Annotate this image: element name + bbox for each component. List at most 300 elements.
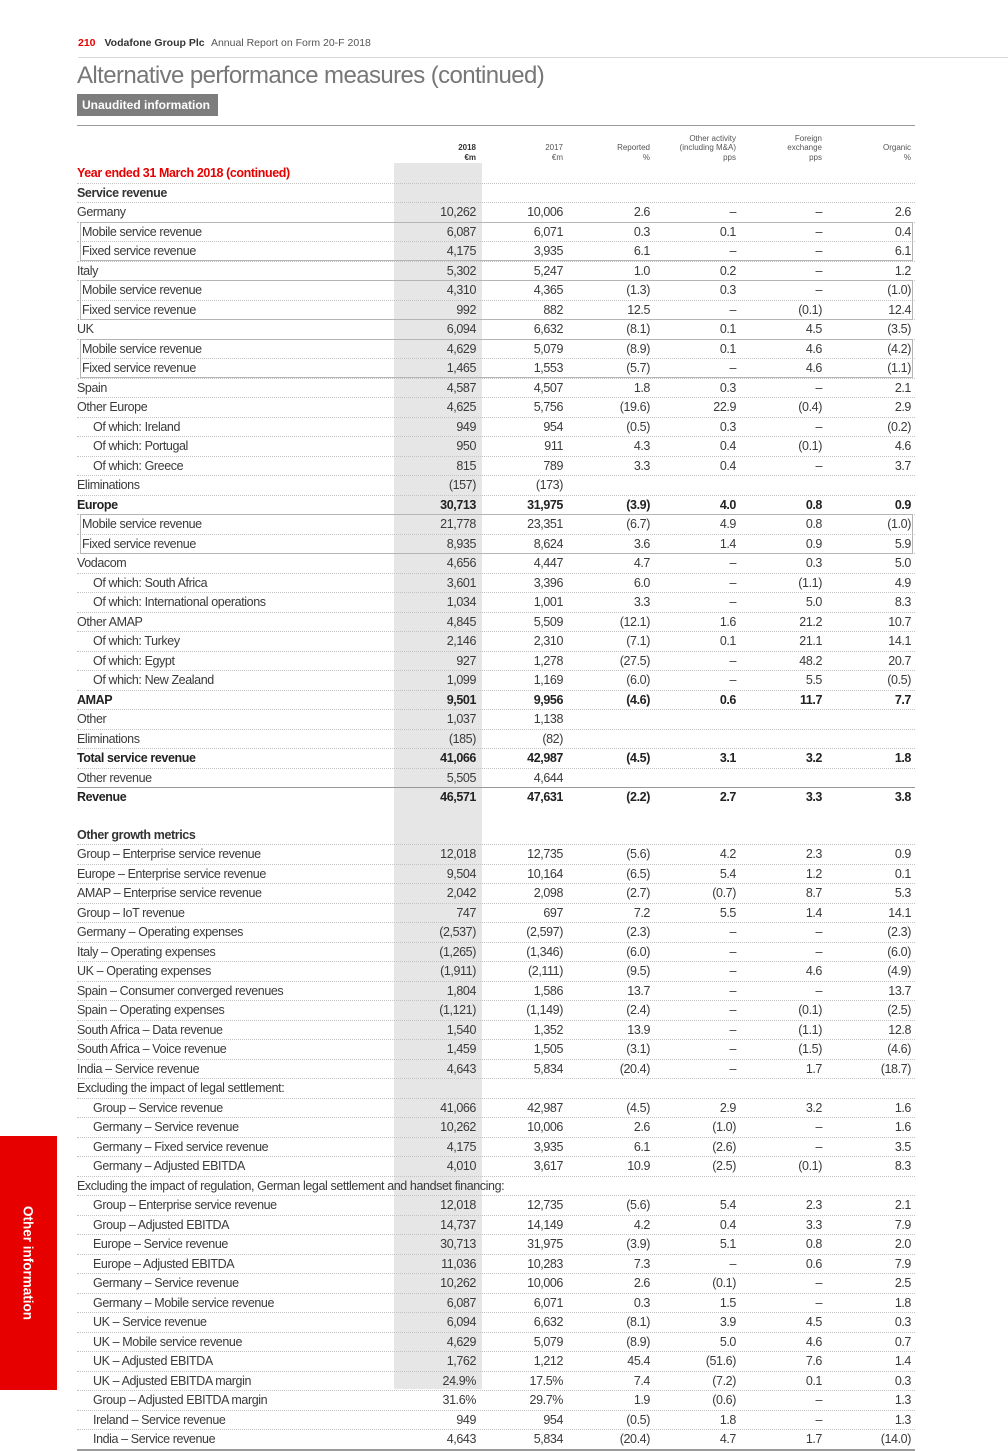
cell-value: 5,079	[533, 341, 563, 356]
column-header	[821, 143, 911, 162]
table-row	[77, 1254, 915, 1274]
cell-value: 6,071	[533, 1295, 563, 1310]
cell-value: 7.4	[633, 1373, 650, 1388]
cell-value: –	[729, 944, 736, 959]
row-label: Spain	[77, 380, 107, 395]
cell-value: –	[815, 263, 822, 278]
cell-value: –	[815, 1120, 822, 1134]
row-label: Excluding the impact of legal settlement:	[77, 1081, 285, 1095]
cell-value: (4.9)	[887, 964, 911, 978]
table-row	[77, 1039, 915, 1059]
cell-value: 3.8	[894, 790, 911, 804]
cell-value: 1,762	[446, 1354, 476, 1368]
cell-value: (8.1)	[626, 322, 650, 336]
cell-value: 1.9	[633, 1393, 650, 1407]
cell-value: 31,975	[527, 1237, 563, 1251]
row-label: Of which: Ireland	[93, 419, 180, 434]
cell-value: 4.5	[805, 322, 822, 336]
cell-value: (1,265)	[439, 944, 476, 959]
row-label: India – Service revenue	[93, 1432, 216, 1446]
column-header	[732, 134, 822, 163]
cell-value: 7.7	[894, 692, 911, 707]
cell-value: 2.7	[719, 790, 736, 804]
row-label: Germany – Service revenue	[93, 1120, 239, 1134]
column-header-line3: %	[642, 152, 650, 162]
cell-value: (3.1)	[626, 1042, 650, 1056]
cell-value: 950	[456, 439, 476, 453]
table-row	[77, 183, 915, 203]
cell-value: 31.6%	[442, 1393, 476, 1407]
cell-value: –	[729, 361, 736, 375]
row-label: Europe – Service revenue	[93, 1237, 228, 1251]
cell-value: (185)	[448, 731, 476, 746]
cell-value: 815	[456, 458, 476, 473]
cell-value: 4,845	[446, 614, 476, 629]
cell-value: 0.3	[805, 556, 822, 570]
table-row	[77, 1059, 915, 1079]
cell-value: –	[729, 1061, 736, 1076]
cell-value: 4.6	[805, 341, 822, 356]
cell-value: 7.2	[633, 905, 650, 920]
cell-value: 1,138	[533, 712, 563, 726]
cell-value: 30,713	[440, 497, 476, 512]
cell-value: 5,079	[533, 1334, 563, 1349]
row-label: Other growth metrics	[77, 827, 196, 842]
cell-value: –	[815, 205, 822, 219]
cell-value: (8.9)	[626, 1334, 650, 1349]
cell-value: 2,098	[533, 886, 563, 900]
table-row	[77, 709, 915, 729]
cell-value: (4.5)	[626, 1100, 650, 1115]
cell-value: (6.0)	[626, 673, 650, 687]
table-row	[77, 241, 915, 261]
table-row	[77, 1156, 915, 1176]
cell-value: (0.2)	[887, 419, 911, 434]
cell-value: (5.7)	[626, 361, 650, 375]
cell-value: 1.3	[894, 1412, 911, 1427]
cell-value: 4.7	[719, 1432, 736, 1446]
cell-value: 1.4	[894, 1354, 911, 1368]
row-label: UK – Adjusted EBITDA	[93, 1354, 213, 1368]
cell-value: 4.2	[633, 1217, 650, 1232]
cell-value: 2.1	[894, 380, 911, 395]
cell-value: 1,586	[533, 983, 563, 998]
table-row	[77, 1312, 915, 1332]
cell-value: 4,175	[446, 244, 476, 258]
cell-value: 911	[544, 439, 563, 453]
cell-value: 6,087	[446, 1295, 476, 1310]
cell-value: –	[815, 244, 822, 258]
row-label: Fixed service revenue	[82, 361, 196, 375]
cell-value: 5,509	[533, 614, 563, 629]
cell-value: (2.5)	[712, 1159, 736, 1173]
cell-value: (2.3)	[887, 925, 911, 939]
cell-value: 1,034	[446, 595, 476, 609]
cell-value: 10,262	[440, 1276, 476, 1290]
row-label: Spain – Operating expenses	[77, 1003, 225, 1017]
table-row	[77, 729, 915, 749]
table-row	[77, 534, 915, 554]
page-header	[78, 37, 371, 49]
cell-value: 5.4	[719, 1198, 736, 1212]
column-header-line2: (including M&A)	[679, 143, 736, 152]
cell-value: 1.2	[805, 866, 822, 881]
cell-value: 2.1	[894, 1198, 911, 1212]
cell-value: 24.9%	[442, 1373, 476, 1388]
row-label: Of which: International operations	[93, 595, 266, 609]
cell-value: 8.3	[894, 595, 911, 609]
cell-value: (20.4)	[619, 1432, 650, 1446]
cell-value: –	[729, 1003, 736, 1017]
column-header	[646, 134, 736, 163]
cell-value: (2.2)	[626, 790, 650, 804]
row-label: Group – Service revenue	[93, 1100, 223, 1115]
cell-value: 1,278	[533, 653, 563, 668]
row-label: Italy	[77, 263, 98, 278]
cell-value: (1,346)	[526, 944, 563, 959]
column-header	[560, 143, 650, 162]
cell-value: 3,617	[533, 1159, 563, 1173]
table-row	[77, 1332, 915, 1352]
cell-value: (1.0)	[887, 517, 911, 531]
cell-value: 5.0	[719, 1334, 736, 1349]
cell-value: –	[815, 944, 822, 959]
cell-value: 4,310	[446, 283, 476, 297]
cell-value: 8,935	[446, 536, 476, 551]
cell-value: 0.2	[719, 263, 736, 278]
cell-value: 14,149	[527, 1217, 563, 1232]
table-row	[77, 1000, 915, 1020]
row-label: Germany – Fixed service revenue	[93, 1139, 269, 1154]
cell-value: 2,310	[533, 634, 563, 648]
cell-value: 1,459	[446, 1042, 476, 1056]
cell-value: 4.3	[633, 439, 650, 453]
cell-value: –	[815, 1139, 822, 1154]
cell-value: 697	[543, 905, 563, 920]
cell-value: 0.4	[719, 439, 736, 453]
table-row	[77, 436, 915, 456]
row-label: Of which: Egypt	[93, 653, 175, 668]
header-rule	[78, 57, 1008, 58]
row-label: UK – Operating expenses	[77, 964, 211, 978]
cell-value: 949	[456, 419, 476, 434]
cell-value: (2,597)	[526, 925, 563, 939]
row-label: Of which: Portugal	[93, 439, 188, 453]
column-headers	[77, 126, 915, 164]
table-row	[77, 651, 915, 671]
cell-value: 6,094	[446, 1315, 476, 1329]
cell-value: 6.1	[633, 244, 650, 258]
report-name: Annual Report on Form 20-F 2018	[210, 37, 371, 49]
cell-value: 4,010	[446, 1159, 476, 1173]
table-row	[77, 1020, 915, 1040]
cell-value: 2.9	[719, 1100, 736, 1115]
cell-value: –	[729, 244, 736, 258]
cell-value: 5.4	[719, 866, 736, 881]
column-header-line2: exchange	[787, 143, 822, 152]
row-label: Germany – Mobile service revenue	[93, 1295, 275, 1310]
table-row	[77, 1215, 915, 1235]
cell-value: 21,778	[440, 517, 476, 531]
row-label: Ireland – Service revenue	[93, 1412, 226, 1427]
row-label: Of which: Greece	[93, 458, 184, 473]
cell-value: 10,006	[527, 1276, 563, 1290]
cell-value: 45.4	[627, 1354, 650, 1368]
row-label: Of which: South Africa	[93, 575, 208, 590]
table-row	[77, 1390, 915, 1410]
cell-value: (12.1)	[619, 614, 650, 629]
row-label: Other Europe	[77, 400, 148, 414]
table-row	[77, 844, 915, 864]
cell-value: 1,037	[446, 712, 476, 726]
cell-value: 10,164	[527, 866, 563, 881]
table-row	[77, 942, 915, 962]
cell-value: (6.5)	[626, 866, 650, 881]
row-label: Mobile service revenue	[82, 517, 202, 531]
cell-value: 0.8	[805, 517, 822, 531]
cell-value: –	[729, 1042, 736, 1056]
cell-value: 1.6	[894, 1100, 911, 1115]
cell-value: 3.3	[633, 458, 650, 473]
cell-value: –	[815, 283, 822, 297]
row-label: Group – Adjusted EBITDA	[93, 1217, 230, 1232]
cell-value: 1,540	[446, 1022, 476, 1037]
cell-value: 22.9	[713, 400, 736, 414]
cell-value: –	[815, 458, 822, 473]
cell-value: 1,804	[446, 983, 476, 998]
cell-value: 0.3	[719, 380, 736, 395]
cell-value: 14.1	[888, 905, 911, 920]
cell-value: (8.9)	[626, 341, 650, 356]
cell-value: 5.0	[894, 556, 911, 570]
cell-value: (82)	[542, 731, 563, 746]
cell-value: 5.5	[719, 905, 736, 920]
cell-value: 41,066	[440, 751, 476, 765]
page-number: 210	[78, 37, 96, 49]
cell-value: 9,504	[446, 866, 476, 881]
cell-value: (5.6)	[626, 847, 650, 861]
cell-value: 7.9	[894, 1256, 911, 1271]
cell-value: 3.5	[894, 1139, 911, 1154]
table-row	[77, 1176, 915, 1196]
cell-value: (1,911)	[440, 964, 476, 978]
cell-value: –	[815, 380, 822, 395]
cell-value: 1,212	[533, 1354, 563, 1368]
cell-value: 1.5	[719, 1295, 736, 1310]
cell-value: 954	[543, 419, 563, 434]
cell-value: 3.7	[894, 458, 911, 473]
cell-value: 4.7	[633, 556, 650, 570]
cell-value: (3.9)	[626, 497, 650, 512]
table-body	[77, 164, 915, 1449]
cell-value: 10,006	[527, 205, 563, 219]
cell-value: 13.7	[627, 983, 650, 998]
table-row	[77, 358, 915, 378]
row-label: Year ended 31 March 2018 (continued)	[77, 166, 290, 180]
cell-value: (0.5)	[626, 419, 650, 434]
row-label: UK – Service revenue	[93, 1315, 207, 1329]
cell-value: 747	[456, 905, 476, 920]
cell-value: 3,935	[533, 1139, 563, 1154]
cell-value: 6,632	[533, 322, 563, 336]
cell-value: 4,644	[533, 770, 563, 785]
cell-value: (1.3)	[626, 283, 650, 297]
cell-value: 0.1	[719, 224, 736, 239]
cell-value: 0.4	[719, 1217, 736, 1232]
row-label: AMAP – Enterprise service revenue	[77, 886, 262, 900]
cell-value: 3.6	[633, 536, 650, 551]
cell-value: 6.1	[633, 1139, 650, 1154]
table-row	[77, 378, 915, 398]
cell-value: 0.6	[719, 692, 736, 707]
cell-value: 1.4	[719, 536, 736, 551]
cell-value: (1,121)	[439, 1003, 476, 1017]
cell-value: (173)	[535, 478, 563, 492]
cell-value: 5.0	[805, 595, 822, 609]
table-row	[77, 787, 915, 807]
cell-value: 30,713	[440, 1237, 476, 1251]
cell-value: 42,987	[527, 1100, 563, 1115]
cell-value: 6,087	[446, 224, 476, 239]
cell-value: 8.3	[894, 1159, 911, 1173]
cell-value: 5.1	[719, 1237, 736, 1251]
cell-value: 0.8	[805, 1237, 822, 1251]
cell-value: 6,094	[446, 322, 476, 336]
cell-value: (2,537)	[439, 925, 476, 939]
column-header-line3: €m	[464, 152, 476, 162]
table-row	[77, 300, 915, 320]
cell-value: 1.6	[719, 614, 736, 629]
cell-value: 0.1	[719, 634, 736, 648]
cell-value: 3,396	[533, 575, 563, 590]
table-row	[77, 670, 915, 690]
cell-value: (2.6)	[712, 1139, 736, 1154]
side-tab-label: Other information	[20, 1206, 36, 1320]
cell-value: 2,042	[446, 886, 476, 900]
cell-value: 1,001	[533, 595, 563, 609]
cell-value: 1.0	[633, 263, 650, 278]
cell-value: 20.7	[888, 653, 911, 668]
table-bottom-rule	[77, 1449, 915, 1451]
column-header	[386, 143, 476, 162]
cell-value: 12,018	[440, 847, 476, 861]
column-header-line2: 2018	[458, 143, 476, 152]
cell-value: 1,505	[533, 1042, 563, 1056]
cell-value: 3.2	[805, 1100, 822, 1115]
cell-value: 13.9	[627, 1022, 650, 1037]
cell-value: 4.0	[719, 497, 736, 512]
cell-value: –	[815, 419, 822, 434]
table-row	[77, 826, 915, 845]
cell-value: 0.4	[894, 224, 911, 239]
cell-value: 14.1	[888, 634, 911, 648]
table-row	[77, 922, 915, 942]
cell-value: 12.8	[888, 1022, 911, 1037]
cell-value: (18.7)	[880, 1061, 911, 1076]
cell-value: 42,987	[527, 751, 563, 765]
company-name: Vodafone Group Plc	[104, 37, 205, 49]
cell-value: 5,756	[533, 400, 563, 414]
cell-value: (2.4)	[626, 1003, 650, 1017]
cell-value: 3.3	[805, 790, 822, 804]
cell-value: 47,631	[527, 790, 563, 804]
table-row	[77, 592, 915, 612]
cell-value: 4,629	[446, 341, 476, 356]
cell-value: 0.3	[894, 1373, 911, 1388]
cell-value: (14.0)	[880, 1432, 911, 1446]
table-row	[77, 319, 915, 339]
cell-value: 4.6	[894, 439, 911, 453]
cell-value: –	[729, 653, 736, 668]
cell-value: 0.8	[805, 497, 822, 512]
cell-value: (27.5)	[619, 653, 650, 668]
cell-value: 11,036	[441, 1256, 476, 1271]
cell-value: 1.2	[894, 263, 911, 278]
side-tab	[0, 1136, 57, 1390]
column-header-line3: €m	[551, 152, 563, 162]
table-row	[77, 981, 915, 1001]
cell-value: (0.1)	[798, 302, 822, 317]
cell-value: (4.6)	[887, 1042, 911, 1056]
cell-value: 3,935	[533, 244, 563, 258]
cell-value: 2.3	[805, 847, 822, 861]
cell-value: 9,501	[446, 692, 476, 707]
row-label: Other AMAP	[77, 614, 143, 629]
cell-value: 4,365	[533, 283, 563, 297]
cell-value: 3.3	[805, 1217, 822, 1232]
apm-table	[77, 125, 915, 1451]
cell-value: (2.7)	[626, 886, 650, 900]
row-label: South Africa – Data revenue	[77, 1022, 223, 1037]
cell-value: 0.7	[894, 1334, 911, 1349]
cell-value: (3.9)	[626, 1237, 650, 1251]
cell-value: 0.9	[894, 847, 911, 861]
cell-value: –	[729, 1022, 736, 1037]
cell-value: 6.1	[894, 244, 911, 258]
cell-value: (2,111)	[528, 964, 563, 978]
cell-value: 0.1	[805, 1373, 822, 1388]
cell-value: 0.1	[894, 866, 911, 881]
table-row	[77, 748, 915, 768]
table-row	[77, 690, 915, 710]
cell-value: 1.6	[894, 1120, 911, 1134]
row-label: Group – IoT revenue	[77, 905, 185, 920]
cell-value: 21.2	[799, 614, 822, 629]
cell-value: 1.8	[894, 751, 911, 765]
row-label: Mobile service revenue	[82, 341, 202, 356]
row-label: Fixed service revenue	[82, 302, 196, 317]
cell-value: 10.9	[627, 1159, 650, 1173]
cell-value: –	[729, 1256, 736, 1271]
cell-value: 31,975	[527, 497, 563, 512]
table-row	[77, 768, 915, 788]
cell-value: –	[729, 595, 736, 609]
cell-value: 0.6	[805, 1256, 822, 1271]
row-label: Germany – Adjusted EBITDA	[93, 1159, 245, 1173]
row-label: UK – Mobile service revenue	[93, 1334, 242, 1349]
table-row	[77, 164, 915, 183]
cell-value: 5,302	[446, 263, 476, 278]
cell-value: 949	[456, 1412, 476, 1427]
cell-value: 5.3	[894, 886, 911, 900]
table-row	[77, 1098, 915, 1118]
table-row	[77, 514, 915, 534]
cell-value: 4.5	[805, 1315, 822, 1329]
cell-value: 4.9	[894, 575, 911, 590]
cell-value: 4,625	[446, 400, 476, 414]
cell-value: 29.7%	[529, 1393, 563, 1407]
table-row	[77, 475, 915, 495]
